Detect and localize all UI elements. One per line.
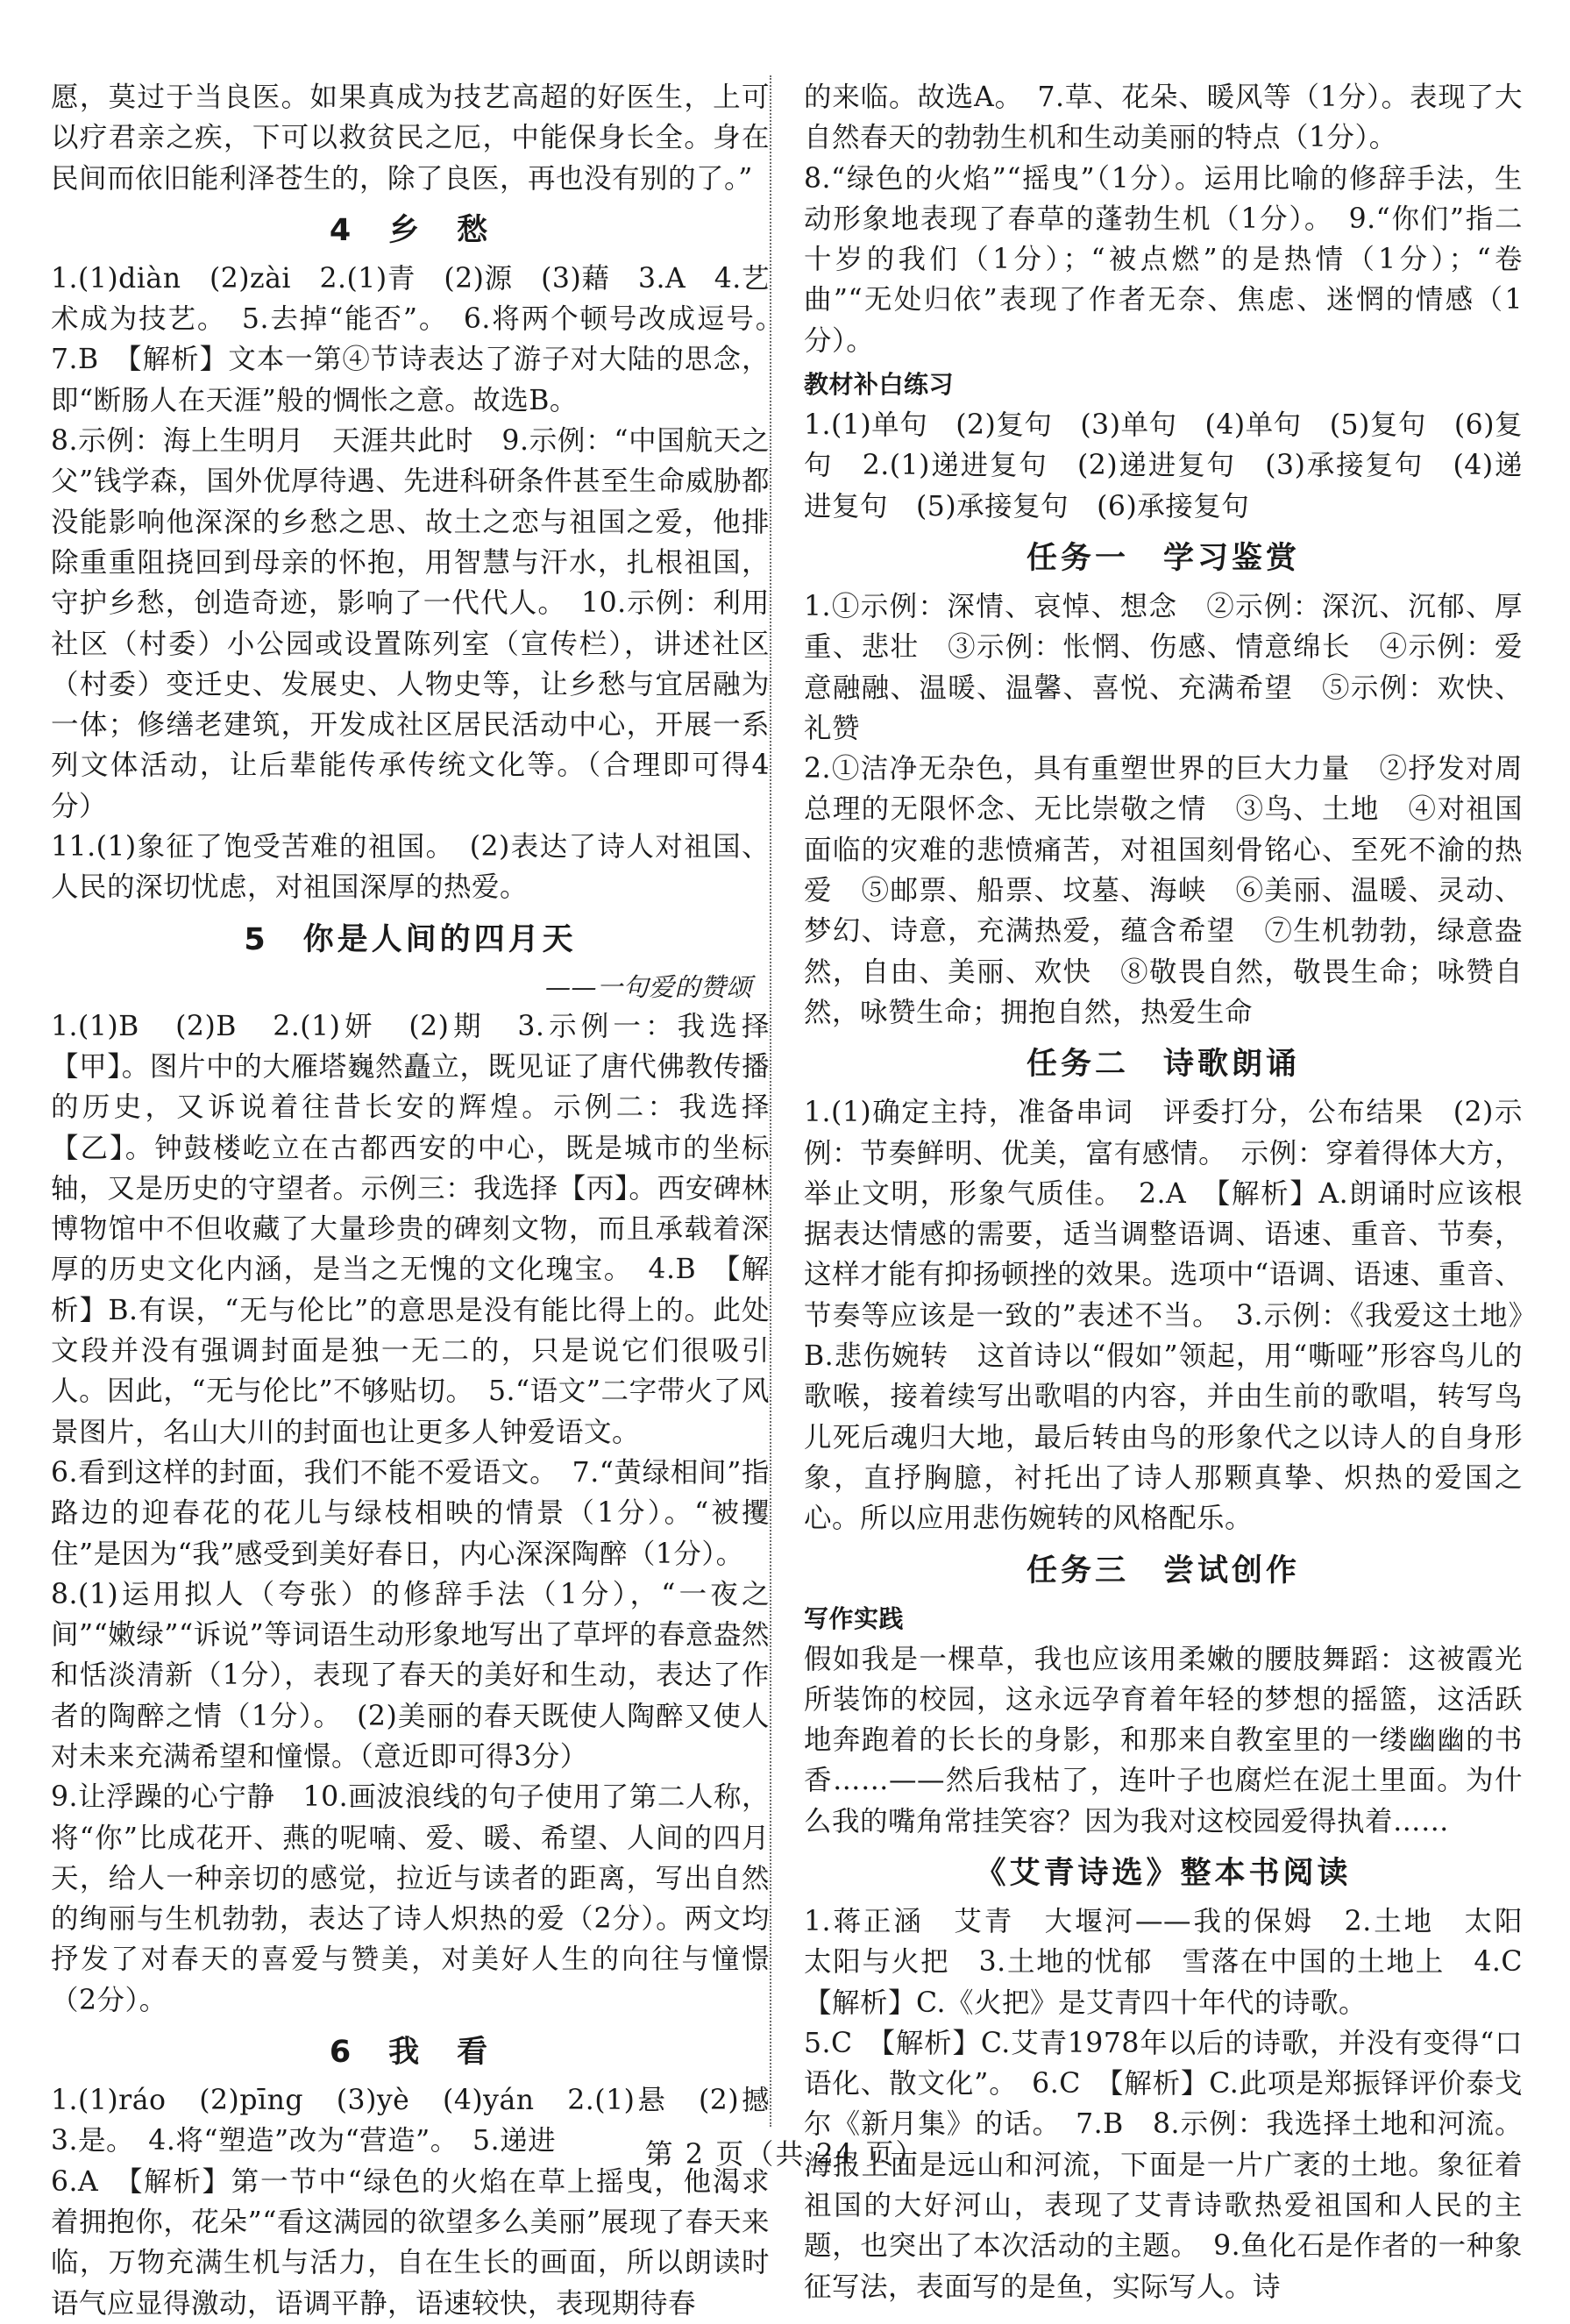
paragraph: 1.①示例：深情、哀悼、想念 ②示例：深沉、沉郁、厚重、悲壮 ③示例：怅惘、伤感、情意绵长 ④示例：爱意融融、温暖、温馨、喜悦、充满希望 ⑤示例：欢快、礼赞 [804,590,1523,744]
section-heading: 5 你是人间的四月天 [244,921,577,957]
paragraph: 5.C 【解析】C.艾青1978年以后的诗歌，并没有变得“口语化、散文化”。 6.C 【解析】C.此项是郑振铎评价泰戈尔《新月集》的话。 7.B 8.示例：我选择土地和河流。海报上面是远山和河流，下面是一片广袤的土地。象征着祖国的大好河山，表现了艾青诗歌热爱祖国和人民的主题，也突出了本次活动的主题。 9.鱼化石是作者的一种象征写法，表面写的是鱼，实际写人。诗 [804,2027,1523,2303]
paragraph: 1.蒋正涵 艾青 大堰河——我的保姆 2.土地 太阳 太阳与火把 3.土地的忧郁 雪落在中国的土地上 4.C 【解析】C.《火把》是艾青四十年代的诗歌。 [804,1905,1552,2019]
paragraph: 8.“绿色的火焰”“摇曳”（1分）。运用比喻的修辞手法，生动形象地表现了春草的蓬勃生机（1分）。 9.“你们”指二十岁的我们（1分）；“被点燃”的是热情（1分）；“卷曲”“无处归依”表现了作者无奈、焦虑、迷惘的情感（1分）。 [804,162,1523,357]
column-divider [770,75,771,2127]
subsection-label: 写作实践 [804,1603,905,1633]
paragraph: 假如我是一棵草，我也应该用柔嫩的腰肢舞蹈：这被霞光所装饰的校园，这永远孕育着年轻的梦想的摇篮，这活跃地奔跑着的长长的身影，和那来自教室里的一缕幽幽的书香……——然后我枯了，连叶子也腐烂在泥土里面。为什么我的嘴角常挂笑容？因为我对这校园爱得执着…… [804,1643,1523,1837]
paragraph: 的来临。故选A。 7.草、花朵、暖风等（1分）。表现了大自然春天的勃勃生机和生动美丽的特点（1分）。 [804,82,1523,154]
paragraph: 6.看到这样的封面，我们不能不爱语文。 7.“黄绿相间”指路边的迎春花的花儿与绿枝相映的情景（1分）。“被攫住”是因为“我”感受到美好春日，内心深深陶醉（1分）。 [51,1456,770,1570]
subsection-label: 教材补白练习 [804,370,955,400]
paragraph: 1.(1)单句 (2)复句 (3)单句 (4)单句 (5)复句 (6)复句 2.(1)递进复句 (2)递进复句 (3)承接复句 (4)递进复句 (5)承接复句 (6)承接复句 [804,409,1523,522]
paragraph: 8.示例：海上生明月 天涯共此时 9.示例：“中国航天之父”钱学森，国外优厚待遇、先进科研条件甚至生命威胁都没能影响他深深的乡愁之思、故土之恋与祖国之爱，他排除重重阻挠回到母亲的怀抱，用智慧与汗水，扎根祖国，守护乡愁，创造奇迹，影响了一代代人。 10.示例：利用社区（村委）小公园或设置陈列室（宣传栏），讲述社区（村委）变迁史、发展史、人物史等，让乡愁与宜居融为一体；修缮老建筑，开发成社区居民活动中心，开展一系列文体活动，让后辈能传承传统文化等。（合理即可得4分） [51,425,770,822]
section-heading: 任务三 尝试创作 [1026,1553,1300,1588]
section-subtitle: ——一句爱的赞颂 [544,971,752,1002]
section-heading: 任务二 诗歌朗诵 [1026,1047,1300,1083]
paragraph: 6.A 【解析】第一节中“绿色的火焰在草上摇曳，他渴求着拥抱你，花朵”“看这满园的欲望多么美丽”展现了春天来临，万物充满生机与活力，自在生长的画面，所以朗读时语气应显得激动，语调平静，语速较快，表现期待春 [51,2165,770,2320]
paragraph: 11.(1)象征了饱受苦难的祖国。 (2)表达了诗人对祖国、人民的深切忧虑，对祖国深厚的热爱。 [51,831,770,904]
paragraph: 1.(1)ráo (2)pīng (3)yè (4)yán 2.(1)悬 (2)撼 3.是。 4.将“塑造”改为“营造”。 5.递进 [51,2085,799,2157]
right-column [804,77,1552,2307]
paragraph: 愿，莫过于当良医。如果真成为技艺高超的好医生，上可以疗君亲之疾，下可以救贫民之厄，中能保身长全。身在民间而依旧能利泽苍生的，除了良医，再也没有别的了。” [51,82,770,195]
paragraph: 1.(1)确定主持，准备串词 评委打分，公布结果 (2)示例：节奏鲜明、优美，富有感情。 示例：穿着得体大方，举止文明，形象气质佳。 2.A 【解析】A.朗诵时应该根据表达情感的需要，适当调整语调、语速、重音、节奏，这样才能有抑扬顿挫的效果。选项中“语调、语速、重音、节奏等应该是一致的”表述不当。 3.示例：《我爱这土地》 B.悲伤婉转 这首诗以“假如”领起，用“嘶哑”形容鸟儿的歌喉，接着续写出歌唱的内容，并由生前的歌唱，转写鸟儿死后魂归大地，最后转由鸟的形象代之以诗人的自身形象，直抒胸臆，衬托出了诗人那颗真挚、炽热的爱国之心。所以应用悲伤婉转的风格配乐。 [804,1097,1552,1535]
section-heading: 任务一 学习鉴赏 [1026,540,1300,576]
paragraph: 2.①洁净无杂色，具有重塑世界的巨大力量 ②抒发对周总理的无限怀念、无比崇敬之情 ③鸟、土地 ④对祖国面临的灾难的悲愤痛苦，对祖国刻骨铭心、至死不渝的热爱 ⑤邮票、船票、坟墓、海峡 ⑥美丽、温暖、灵动、梦幻、诗意，充满热爱，蕴含希望 ⑦生机勃勃，绿意盎然，自由、美丽、欢快 ⑧敬畏自然，敬畏生命；咏赞自然，咏赞生命；拥抱自然，热爱生命 [804,753,1523,1028]
page-number: 第 2 页（共 24 页） [644,2137,926,2171]
paragraph: 1.(1)B (2)B 2.(1)妍 (2)期 3.示例一：我选择【甲】。图片中的大雁塔巍然矗立，既见证了唐代佛教传播的历史，又诉说着往昔长安的辉煌。示例二：我选择【乙】。钟鼓楼屹立在古都西安的中心，既是城市的坐标轴，又是历史的守望者。示例三：我选择【丙】。西安碑林博物馆中不但收藏了大量珍贵的碑刻文物，而且承载着深厚的历史文化内涵，是当之无愧的文化瑰宝。 4.B 【解析】B.有误，“无与伦比”的意思是没有能比得上的。此处文段并没有强调封面是独一无二的，只是说它们很吸引人。因此，“无与伦比”不够贴切。 5.“语文”二字带火了风景图片，名山大川的封面也让更多人钟爱语文。 [51,1010,770,1448]
paragraph: 9.让浮躁的心宁静 10.画波浪线的句子使用了第二人称，将“你”比成花开、燕的呢喃、爱、暖、希望、人间的四月天，给人一种亲切的感觉，拉近与读者的距离，写出自然的绚丽与生机勃勃，表达了诗人炽热的爱（2分）。两文均抒发了对春天的喜爱与赞美，对美好人生的向往与憧憬（2分）。 [51,1781,770,2016]
paragraph: 1.(1)diàn (2)zài 2.(1)青 (2)源 (3)藉 3.A 4.艺术成为技艺。 5.去掉“能否”。 6.将两个顿号改成逗号。 7.B 【解析】文本一第④节诗表达了游子对大陆的思念，即“断肠人在天涯”般的惆怅之意。故选B。 [51,262,799,416]
section-heading: 4 乡 愁 [329,212,492,248]
paragraph: 8.(1)运用拟人（夸张）的修辞手法（1分），“一夜之间”“嫩绿”“诉说”等词语生动形象地写出了草坪的春意盎然和恬淡清新（1分），表现了春天的美好和生动，表达了作者的陶醉之情（1分）。 (2)美丽的春天既使人陶醉又使人对未来充满希望和憧憬。（意近即可得3分） [51,1578,770,1773]
section-heading: 《艾青诗选》整本书阅读 [975,1855,1352,1891]
section-heading: 6 我 看 [329,2035,492,2071]
